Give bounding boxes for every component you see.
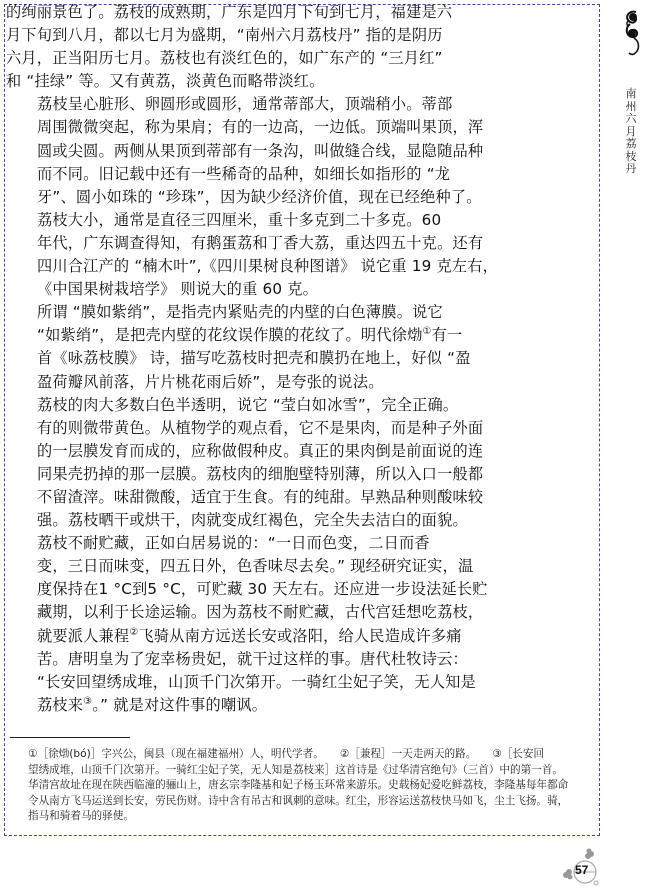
text-line: 不留渣滓。味甜微酸，适宜于生食。有的纯甜。早熟品种则酸味较 bbox=[37, 487, 484, 506]
paragraph bbox=[6, 1, 453, 93]
footnote-line: 望绣成堆，山顶千门次第开。一骑红尘妃子笑，无人知是荔枝来］这首诗是《过华清宫绝句》（三首）中的第一首。 bbox=[28, 763, 563, 776]
text-line: 度保持在1 °C到5 °C，可贮藏 30 天左右。还应进一步设法延长贮 bbox=[37, 580, 488, 599]
text-line: 牙”、圆小如珠的 “珍珠”，因为缺少经济价值，现在已经绝种了。 bbox=[37, 187, 482, 206]
text-line: 六月，正当阳历七月。荔枝也有淡红色的，如广东产的 “三月红” bbox=[6, 49, 443, 68]
text-line: 圆或尖圆。两侧从果顶到蒂部有一条沟，叫做缝合线，显隐随品种 bbox=[37, 141, 484, 160]
text-line: 同果壳扔掉的那一层膜。荔枝肉的细胞壁特别薄，所以入口一般都 bbox=[37, 464, 484, 483]
text-line: 月下旬到八月，都以七月为盛期，“南州六月荔枝丹” 指的是阴历 bbox=[6, 26, 443, 45]
paragraph bbox=[6, 532, 488, 717]
text-line: 荔枝来③。” 就是对这件事的嘲讽。 bbox=[37, 695, 268, 714]
text-line: 首《咏荔枝膜》 诗，描写吃荔枝时把壳和膜扔在地上，好似 “盈 bbox=[37, 349, 471, 368]
text-line: 荔枝呈心脏形、卵圆形或圆形，通常蒂部大，顶端稍小。蒂部 bbox=[37, 95, 453, 114]
text-line: 荔枝的肉大多数白色半透明，说它 “莹白如冰雪”，完全正确。 bbox=[37, 395, 459, 414]
text-line: 就要派人兼程②飞骑从南方远送长安或洛阳，给人民造成许多痛 bbox=[37, 626, 462, 645]
text-line: 年代，广东调查得知，有鹅蛋荔和丁香大荔，重达四五十克。还有 bbox=[37, 233, 484, 252]
text-line: 盈荷瓣风前落，片片桃花雨后娇”，是夸张的说法。 bbox=[37, 372, 384, 391]
text-line: “长安回望绣成堆，山顶千门次第开。一骑红尘妃子笑，无人知是 bbox=[37, 672, 476, 691]
text-line: 的一层膜发育而成的，应称做假种皮。真正的果肉倒是前面说的连 bbox=[37, 441, 484, 460]
text-line: 而不同。旧记载中还有一些稀奇的品种，如细长如指形的 “龙 bbox=[37, 164, 451, 183]
footnote-divider bbox=[10, 737, 130, 738]
text-line: 苦。唐明皇为了宠幸杨贵妃，就干过这样的事。唐代杜牧诗云： bbox=[37, 649, 468, 668]
paragraph bbox=[6, 209, 499, 301]
text-line: 变，三日而味变，四五日外，色香味尽去矣。” 现经研究证实，温 bbox=[37, 557, 474, 576]
text-line: 的绚丽景色了。荔枝的成熟期，广东是四月下旬到七月，福建是六 bbox=[6, 3, 453, 21]
article-body bbox=[6, 1, 499, 717]
text-line: 荔枝不耐贮藏，正如白居易说的：“一日而色变，二日而香 bbox=[37, 534, 430, 553]
text-line: 周围微微突起，称为果肩；有的一边高，一边低。顶端叫果顶，浑 bbox=[37, 118, 484, 137]
text-line: 荔枝大小，通常是直径三四厘米，重十多克到二十多克。60 bbox=[37, 210, 442, 229]
text-line: 四川合江产的 “楠木叶”,《四川果树良种图谱》 说它重 19 克左右， bbox=[37, 257, 499, 276]
text-line: “如紫绡”，是把壳内壁的花纹误作膜的花纹了。明代徐𤊹①有一 bbox=[37, 326, 463, 345]
text-line: 有的则微带黄色。从植物学的观点看，它不是果肉，而是种子外面 bbox=[37, 418, 484, 437]
paragraph bbox=[6, 301, 471, 393]
page-number: 57 bbox=[575, 863, 589, 877]
footnote-marker: ③ bbox=[83, 695, 93, 707]
side-chapter-title: 南州六月荔枝丹 bbox=[625, 87, 637, 175]
text-line: 所谓 “膜如紫绡”，是指壳内紧贴壳的内壁的白色薄膜。说它 bbox=[37, 303, 443, 322]
footnote-marker: ② bbox=[129, 626, 139, 638]
text-line: 《中国果树栽培学》 则说大的重 60 克。 bbox=[37, 280, 319, 299]
floral-scroll-icon bbox=[620, 8, 646, 58]
paragraph bbox=[6, 394, 484, 533]
footnote-line: ①［徐𤊹(bó)］字兴公，闽县（现在福建福州）人，明代学者。 ②［兼程］一天走两天的路。 ③［长安回 bbox=[28, 748, 545, 760]
footnote-line: 华清宫故址在现在陕西临潼的骊山上，唐玄宗李隆基和妃子杨玉环常来游乐。史载杨妃爱吃鲜荔枝，李隆基每年都命 bbox=[28, 779, 569, 792]
page-number-ornament bbox=[558, 848, 608, 888]
text-line: 藏期，以利于长途运输。因为荔枝不耐贮藏，古代宫廷想吃荔枝， bbox=[37, 603, 484, 622]
footnote-line: 令从南方飞马运送到长安，劳民伤财。诗中含有吊古和讽刺的意味。红尘，形容运送荔枝快马如飞，尘土飞扬。骑， bbox=[28, 794, 569, 807]
text-line: 和 “挂绿” 等。又有黄荔，淡黄色而略带淡红。 bbox=[6, 72, 325, 91]
footnote-marker: ① bbox=[422, 326, 432, 338]
text-line: 强。荔枝晒干或烘干，肉就变成红褐色，完全失去洁白的面貌。 bbox=[37, 511, 468, 530]
footnote-line: 指马和骑着马的驿使。 bbox=[28, 810, 134, 823]
footnotes bbox=[28, 747, 603, 825]
paragraph bbox=[6, 93, 484, 208]
